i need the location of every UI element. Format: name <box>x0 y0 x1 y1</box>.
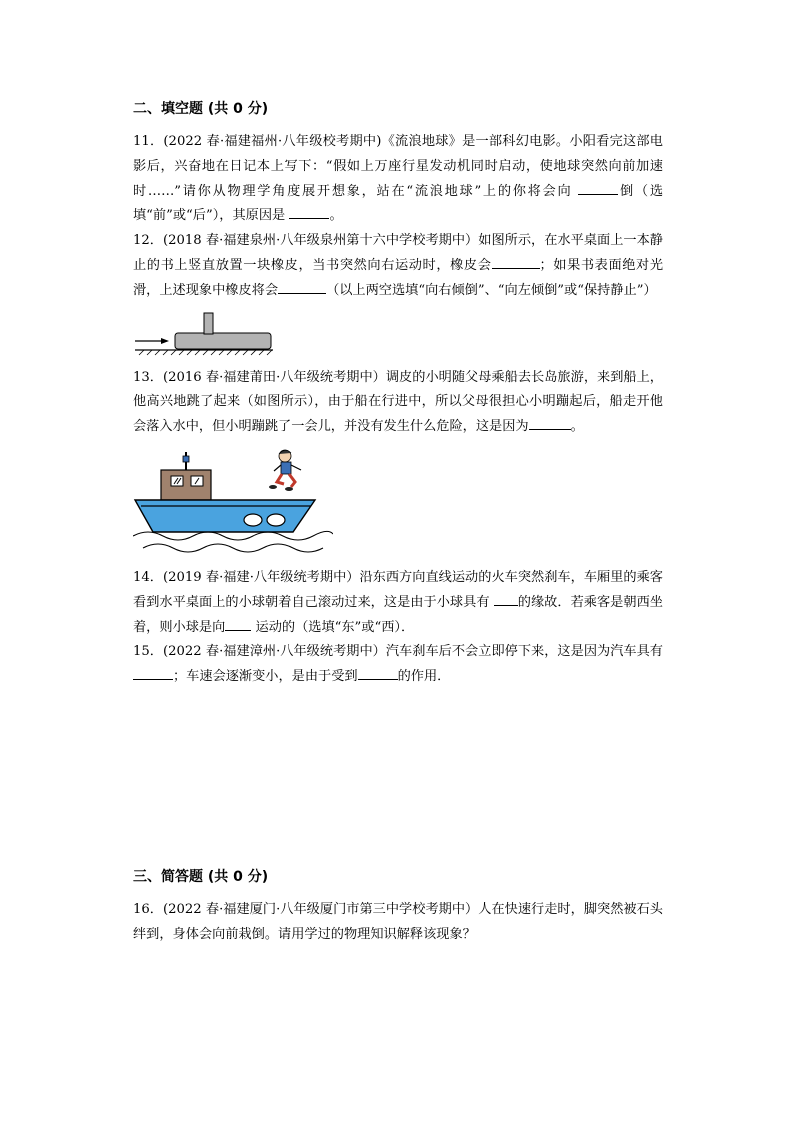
q16-text: 16．(2022 春·福建厦门·八年级厦门市第三中学校考期中）人在快速行走时，脚突然被石头绊到，身体会向前栽倒。请用学过的物理知识解释该现象？ <box>133 902 663 942</box>
q14-text-3: 运动的（选填“东”或“西）． <box>251 619 415 635</box>
q12-text-1: 12．(2018 春·福建泉州·八年级泉州第十六中学校考期中）如图所示，在水平桌面上一本静止的书上竖直放置一块橡皮，当书突然向右运动时，橡皮会 <box>133 233 663 273</box>
q12-text-2: ；如果书表面绝对光滑，上述现象中橡皮将会 <box>133 257 664 298</box>
porthole-left <box>244 514 262 526</box>
q13-text-2: 。 <box>570 419 584 435</box>
boat-hull <box>135 500 315 532</box>
rubber-shape <box>204 313 213 334</box>
q12-blank-1[interactable] <box>492 254 540 269</box>
q11-blank-1[interactable] <box>578 180 618 195</box>
q15-text-2: ；车速会逐渐变小，是由于受到 <box>173 669 358 685</box>
q14-text-2: 的缘故．若乘客是朝西坐着，则小球是向 <box>133 594 663 635</box>
q15-text-1: 15．(2022 春·福建漳州·八年级统考期中）汽车刹车后不会立即停下来，这是因为汽车具有 <box>133 644 663 660</box>
q15-text-3: 的作用． <box>397 669 451 685</box>
book-shape <box>175 333 271 349</box>
q15-blank-2[interactable] <box>358 665 398 680</box>
book-rubber-diagram <box>133 308 283 356</box>
wave-line-2 <box>143 544 323 552</box>
section-title-short-answer: 三、简答题 (共 0 分) <box>133 869 269 885</box>
q12-blank-2[interactable] <box>278 279 326 294</box>
push-arrow-head <box>161 338 169 344</box>
mast-flag <box>183 456 189 462</box>
jumping-boy <box>269 450 301 491</box>
page-content <box>133 100 663 690</box>
q12-text-3: （以上两空选填“向右倾倒”、“向左倾倒”或“保持静止”） <box>326 282 657 298</box>
boat-diagram <box>133 444 333 556</box>
porthole-right <box>267 514 285 526</box>
q14-blank-2[interactable] <box>225 616 251 631</box>
q14-blank-1[interactable] <box>494 591 518 606</box>
table-hatch <box>139 350 272 355</box>
section-title-fill-in: 二、填空题 (共 0 分) <box>133 101 269 117</box>
q11-text-1: 11．(2022 春·福建福州·八年级校考期中)《流浪地球》是一部科幻电影。小阳看完这部电影后，兴奋地在日记本上写下：“假如上万座行星发动机同时启动，使地球突然向前加速时……”请你从物理学角度展开想象，站在“流浪地球”上的你将会向 <box>133 134 663 199</box>
q14-text-1: 14．(2019 春·福建·八年级统考期中）沿东西方向直线运动的火车突然刹车，车厢里的乘客看到水平桌面上的小球朝着自己滚动过来，这是由于小球具有 <box>133 569 663 610</box>
q15-blank-1[interactable] <box>133 665 173 680</box>
question-11 <box>133 130 663 229</box>
q11-text-2: 倒（选填“前”或“后”），其原因是 <box>133 183 664 224</box>
q11-text-3: 。 <box>329 208 343 224</box>
q13-text-1: 13．(2016 春·福建莆田·八年级统考期中）调皮的小明随父母乘船去长岛旅游，来到船上，他高兴地跳了起来（如图所示），由于船在行进中，所以父母很担心小明蹦起后，船走开他会落入水中，但小明蹦跳了一会儿，并没有发生什么危险，这是因为 <box>133 369 663 435</box>
cabin-window-left <box>171 476 183 486</box>
question-15 <box>133 640 663 690</box>
wave-line-1 <box>133 531 333 540</box>
question-14 <box>133 566 663 640</box>
figure-boat <box>133 444 663 560</box>
q11-blank-2[interactable] <box>289 204 329 219</box>
section-short-answer <box>133 868 663 948</box>
figure-book-rubber <box>133 308 663 360</box>
question-16 <box>133 898 663 948</box>
q13-blank-1[interactable] <box>529 415 571 430</box>
question-12 <box>133 229 663 303</box>
question-13 <box>133 366 663 440</box>
